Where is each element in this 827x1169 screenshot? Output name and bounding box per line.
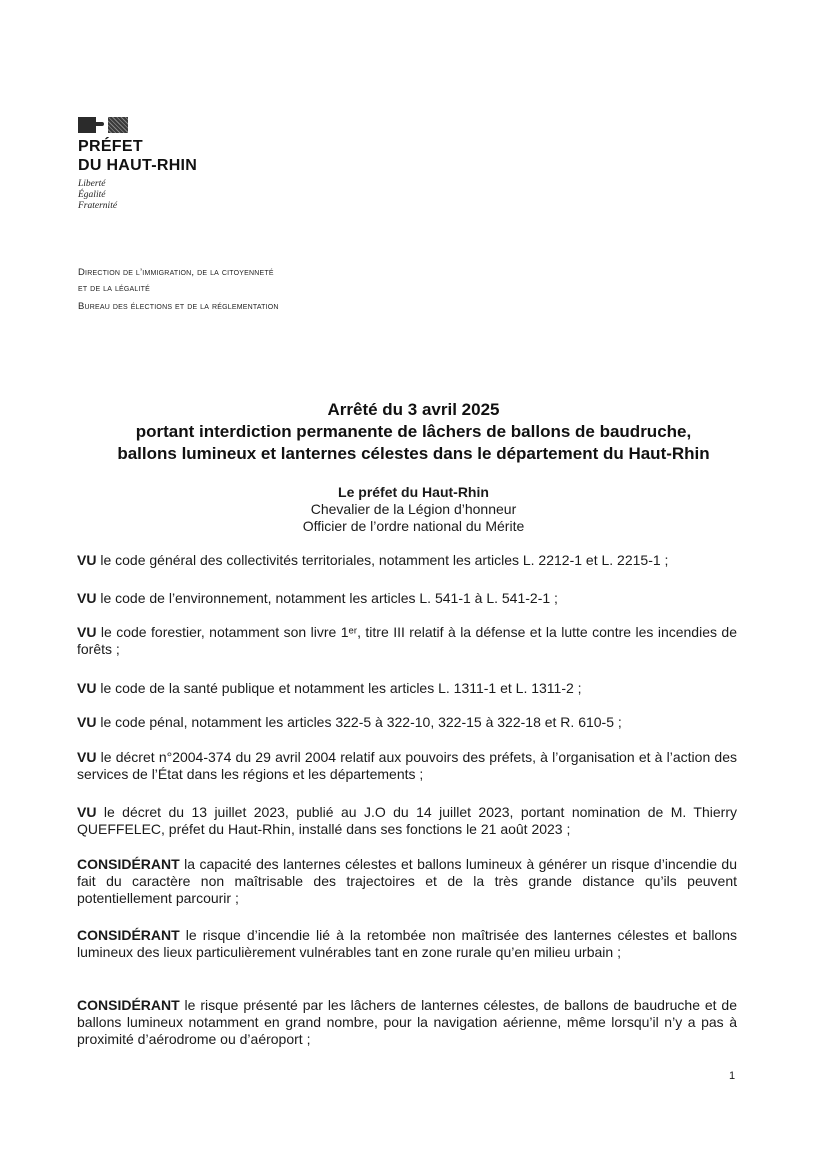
prefecture-name-line1: PRÉFET	[78, 138, 143, 155]
consideration-paragraph	[77, 856, 737, 907]
consideration-paragraph	[77, 927, 737, 961]
recital-paragraph	[77, 714, 737, 731]
department-line2: et de la légalité	[78, 283, 151, 294]
recital-paragraph	[77, 552, 737, 569]
prefecture-logo-block	[78, 117, 278, 212]
authority-name: Le préfet du Haut-Rhin	[338, 484, 489, 500]
consideration-paragraph	[77, 997, 737, 1048]
recital-text: le décret n°2004-374 du 29 avril 2004 relatif aux pouvoirs des préfets, à l’organisation et à l’action des services de l’État dans les régions et les départements ;	[77, 749, 737, 782]
recital-paragraph	[77, 624, 737, 658]
recital-text: le code pénal, notamment les articles 322-5 à 322-10, 322-15 à 322-18 et R. 610-5 ;	[96, 714, 622, 730]
recital-keyword: VU	[77, 624, 97, 640]
recital-keyword: VU	[77, 680, 97, 696]
consideration-text: le risque présenté par les lâchers de lanternes célestes, de ballons de baudruche et de ballons lumineux notamment en grand nombre, pour la navigation aérienne, même lorsqu’il n’y a pas à proximité d’aérodrome ou d’aéroport ;	[77, 997, 737, 1047]
marianne-flag-icon	[78, 117, 128, 133]
recital-keyword: VU	[77, 714, 97, 730]
recital-text: le code forestier, notamment son livre 1ᵉʳ, titre III relatif à la défense et la lutte contre les incendies de forêts ;	[77, 624, 737, 657]
department-block	[78, 265, 279, 315]
recital-text: le décret du 13 juillet 2023, publié au J.O du 14 juillet 2023, portant nomination de M. Thierry QUEFFELEC, préfet du Haut-Rhin, installé dans ses fonctions le 21 août 2023 ;	[77, 804, 737, 837]
decree-title-line2: portant interdiction permanente de lâchers de ballons de baudruche,	[135, 422, 692, 441]
motto-liberte: Liberté	[78, 179, 106, 189]
recital-paragraph	[77, 590, 737, 607]
authority-title1: Chevalier de la Légion d’honneur	[310, 501, 517, 517]
recital-keyword: VU	[77, 590, 97, 606]
motto-egalite: Égalité	[78, 190, 106, 200]
decree-title-line3: ballons lumineux et lanternes célestes dans le département du Haut-Rhin	[117, 444, 710, 463]
recital-text: le code de la santé publique et notamment les articles L. 1311-1 et L. 1311-2 ;	[96, 680, 582, 696]
consideration-keyword: CONSIDÉRANT	[77, 927, 180, 943]
consideration-keyword: CONSIDÉRANT	[77, 997, 180, 1013]
recital-paragraph	[77, 749, 737, 783]
authority-title2: Officier de l’ordre national du Mérite	[302, 518, 525, 534]
motto-fraternite: Fraternité	[78, 201, 118, 211]
department-line1: Direction de l’immigration, de la citoyenneté	[78, 267, 274, 278]
consideration-text: le risque d’incendie lié à la retombée non maîtrisée des lanternes célestes et ballons lumineux des lieux particulièrement vulnérables tant en zone rurale qu’en milieu urbain ;	[77, 927, 737, 960]
recital-keyword: VU	[77, 552, 97, 568]
department-bureau: Bureau des élections et de la réglementation	[78, 301, 279, 312]
prefecture-name-line2: DU HAUT-RHIN	[78, 157, 198, 174]
recital-keyword: VU	[77, 749, 97, 765]
consideration-text: la capacité des lanternes célestes et ballons lumineux à générer un risque d’incendie du fait du caractère non maîtrisable des trajectoires et de la très grande distance qu’ils peuvent potentiellement parcourir ;	[77, 856, 737, 906]
page-number: 1	[729, 1070, 736, 1082]
republic-motto	[78, 179, 278, 212]
recital-paragraph	[77, 680, 737, 697]
recital-paragraph	[77, 804, 737, 838]
recital-keyword: VU	[77, 804, 97, 820]
authority-block	[0, 484, 827, 535]
decree-title	[0, 399, 827, 465]
consideration-keyword: CONSIDÉRANT	[77, 856, 180, 872]
recital-text: le code général des collectivités territoriales, notamment les articles L. 2212-1 et L. 2215-1 ;	[96, 552, 669, 568]
recital-text: le code de l’environnement, notamment les articles L. 541-1 à L. 541-2-1 ;	[96, 590, 558, 606]
decree-title-line1: Arrêté du 3 avril 2025	[327, 400, 500, 419]
